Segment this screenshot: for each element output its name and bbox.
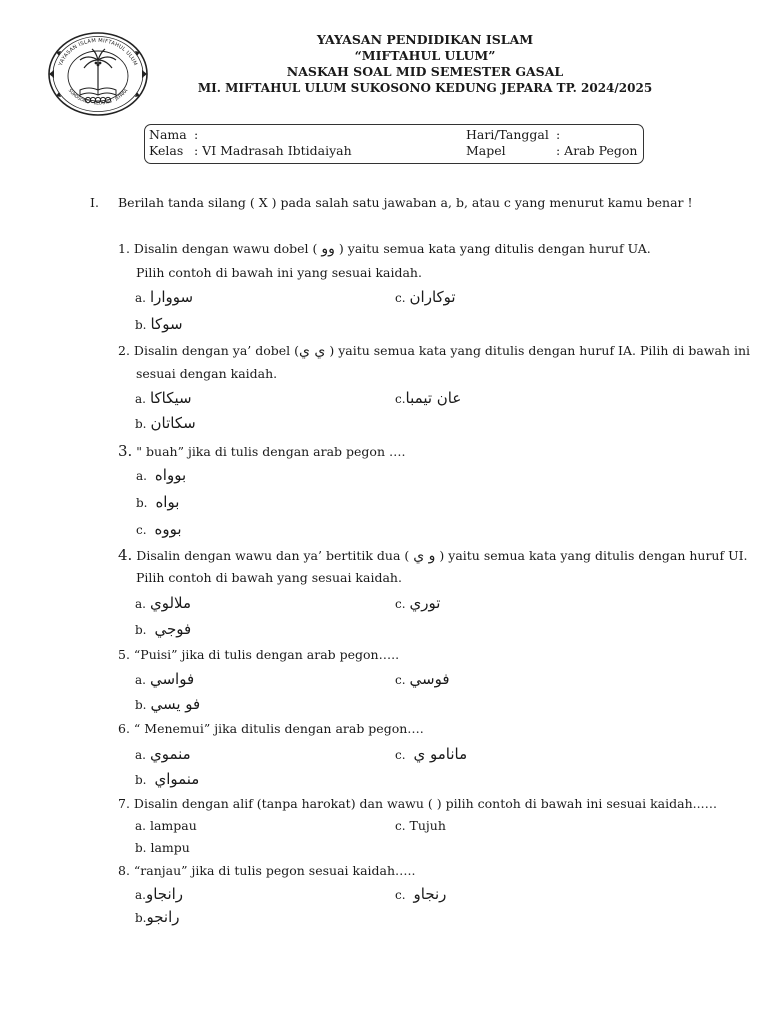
logo-ring-bottom-text: SUKOSONO · KEDUNG · JEPARA xyxy=(66,88,130,107)
option-text: رانجاو xyxy=(145,885,184,903)
option-7a[interactable]: a. lampau xyxy=(135,818,197,833)
hari-tanggal-label: Hari/Tanggal xyxy=(466,127,549,142)
option-text: سووارا xyxy=(149,288,194,306)
option-8b[interactable]: b.رانجو xyxy=(135,908,180,926)
option-2a[interactable]: a. سيكاكا xyxy=(135,389,192,407)
option-7c[interactable]: c. Tujuh xyxy=(395,818,446,833)
header-exam-title: NASKAH SOAL MID SEMESTER GASAL xyxy=(286,64,564,79)
option-text: منمواي xyxy=(154,770,200,788)
option-5b[interactable]: b. فو يسي xyxy=(135,695,201,713)
question-2-line-2: sesuai dengan kaidah. xyxy=(136,366,278,381)
option-text: مانامو ي xyxy=(413,745,468,763)
option-2c[interactable]: c.عان تيمبا xyxy=(395,389,462,407)
question-number: 4. xyxy=(118,546,133,564)
question-2 xyxy=(118,343,750,359)
question-number: 8. xyxy=(118,863,130,878)
question-text: “Puisi” jika di tulis dengan arab pegon….. xyxy=(133,647,400,662)
option-1b[interactable]: b. سوكا xyxy=(135,315,183,333)
option-text: Tujuh xyxy=(409,818,446,833)
question-text: " buah” jika di tulis dengan arab pegon …. xyxy=(136,444,406,459)
option-text: رانجو xyxy=(146,908,180,926)
question-text: Disalin dengan alif (tanpa harokat) dan wawu ( ) pilih contoh di bawah ini sesuai kaidah..…. xyxy=(133,796,718,811)
nama-label: Nama xyxy=(149,127,187,142)
palm-tree-icon xyxy=(80,49,116,90)
question-5 xyxy=(118,647,399,662)
option-3b[interactable]: b. بواه xyxy=(136,493,180,511)
option-text: عان تيمبا xyxy=(405,389,462,407)
question-number: 7. xyxy=(118,796,130,811)
question-number: 5. xyxy=(118,647,130,662)
school-logo xyxy=(46,30,150,118)
option-1a[interactable]: a. سووارا xyxy=(135,288,194,306)
question-number: 1. xyxy=(118,241,130,256)
question-number: 3. xyxy=(118,442,133,460)
option-text: فو يسي xyxy=(150,695,201,713)
logo-ring-top-text: YAYASAN ISLAM MIFTAHUL ULUM xyxy=(57,37,139,67)
option-text: توري xyxy=(409,594,441,612)
nama-colon: : xyxy=(194,127,199,142)
header-foundation: YAYASAN PENDIDIKAN ISLAM xyxy=(316,32,534,47)
kelas-label: Kelas xyxy=(149,143,184,158)
option-text: بوواه xyxy=(154,466,187,484)
question-7 xyxy=(118,796,717,811)
question-4-line-2: Pilih contoh di bawah yang sesuai kaidah. xyxy=(136,570,402,585)
question-text-end: ) yaitu semua kata yang ditulis dengan huruf UA. xyxy=(338,241,651,256)
option-1c[interactable]: c. توكاران xyxy=(395,288,456,306)
option-3c[interactable]: c. بووه xyxy=(136,520,182,538)
option-text: منموي xyxy=(149,745,191,763)
option-text: توكاران xyxy=(409,288,456,306)
question-text-start: Disalin dengan wawu dobel ( xyxy=(133,241,318,256)
hari-tanggal-colon: : xyxy=(556,127,561,142)
header-school-year: MI. MIFTAHUL ULUM SUKOSONO KEDUNG JEPARA TP. 2024/2025 xyxy=(197,81,653,95)
option-8a[interactable]: a.رانجاو xyxy=(135,885,184,903)
option-text: بواه xyxy=(155,493,180,511)
question-text-end: ) yaitu semua kata yang ditulis dengan huruf IA. Pilih di bawah ini xyxy=(329,343,751,358)
question-3 xyxy=(118,442,405,460)
question-8 xyxy=(118,863,415,878)
option-5c[interactable]: c. فوسي xyxy=(395,670,450,688)
option-5a[interactable]: a. فواسي xyxy=(135,670,195,688)
option-6a[interactable]: a. منموي xyxy=(135,745,191,763)
mapel-label: Mapel xyxy=(466,143,506,158)
option-text: رنجاو xyxy=(413,885,447,903)
option-4a[interactable]: a. ملالوي xyxy=(135,594,191,612)
mapel-value: : Arab Pegon xyxy=(556,143,638,158)
option-text: فوجي xyxy=(154,620,192,638)
arabic-letter: و ي xyxy=(413,548,436,564)
section-number: I. xyxy=(90,195,99,210)
option-4b[interactable]: b. فوجي xyxy=(135,620,192,638)
kelas-value: : VI Madrasah Ibtidaiyah xyxy=(194,143,352,158)
option-text: سيكاكا xyxy=(149,389,192,407)
option-2b[interactable]: b. سكاتان xyxy=(135,414,196,432)
question-text-start: Disalin dengan ya’ dobel ( xyxy=(133,343,299,358)
option-6b[interactable]: b. منمواي xyxy=(135,770,200,788)
arabic-letter: ي ي xyxy=(299,343,326,359)
student-info-box xyxy=(144,124,644,164)
arabic-letter: وو xyxy=(321,241,335,257)
option-text: lampau xyxy=(149,818,197,833)
question-text: “ranjau” jika di tulis pegon sesuai kaidah….. xyxy=(133,863,416,878)
header-school-name: “MIFTAHUL ULUM” xyxy=(354,48,496,63)
option-3a[interactable]: a. بوواه xyxy=(136,466,187,484)
option-text: سكاتان xyxy=(150,414,196,432)
option-6c[interactable]: c. مانامو ي xyxy=(395,745,468,763)
question-1-line-2: Pilih contoh di bawah ini yang sesuai kaidah. xyxy=(136,265,422,280)
option-text: ملالوي xyxy=(149,594,191,612)
question-number: 2. xyxy=(118,343,130,358)
option-text: lampu xyxy=(150,840,190,855)
question-1 xyxy=(118,241,651,257)
option-text: فوسي xyxy=(409,670,450,688)
question-text-end: ) yaitu semua kata yang ditulis dengan huruf UI. xyxy=(439,548,748,563)
option-7b[interactable]: b. lampu xyxy=(135,840,190,855)
section-instruction: Berilah tanda silang ( X ) pada salah satu jawaban a, b, atau c yang menurut kamu benar ! xyxy=(118,195,693,210)
question-number: 6. xyxy=(118,721,130,736)
option-8c[interactable]: c. رنجاو xyxy=(395,885,447,903)
option-text: بووه xyxy=(154,520,182,538)
question-6 xyxy=(118,721,424,736)
option-text: سوكا xyxy=(150,315,183,333)
option-4c[interactable]: c. توري xyxy=(395,594,441,612)
question-text: “ Menemui” jika ditulis dengan arab pegon…. xyxy=(133,721,424,736)
document-header xyxy=(170,32,680,96)
option-text: فواسي xyxy=(149,670,195,688)
question-4 xyxy=(118,546,748,564)
question-text-start: Disalin dengan wawu dan ya’ bertitik dua ( xyxy=(136,548,410,563)
